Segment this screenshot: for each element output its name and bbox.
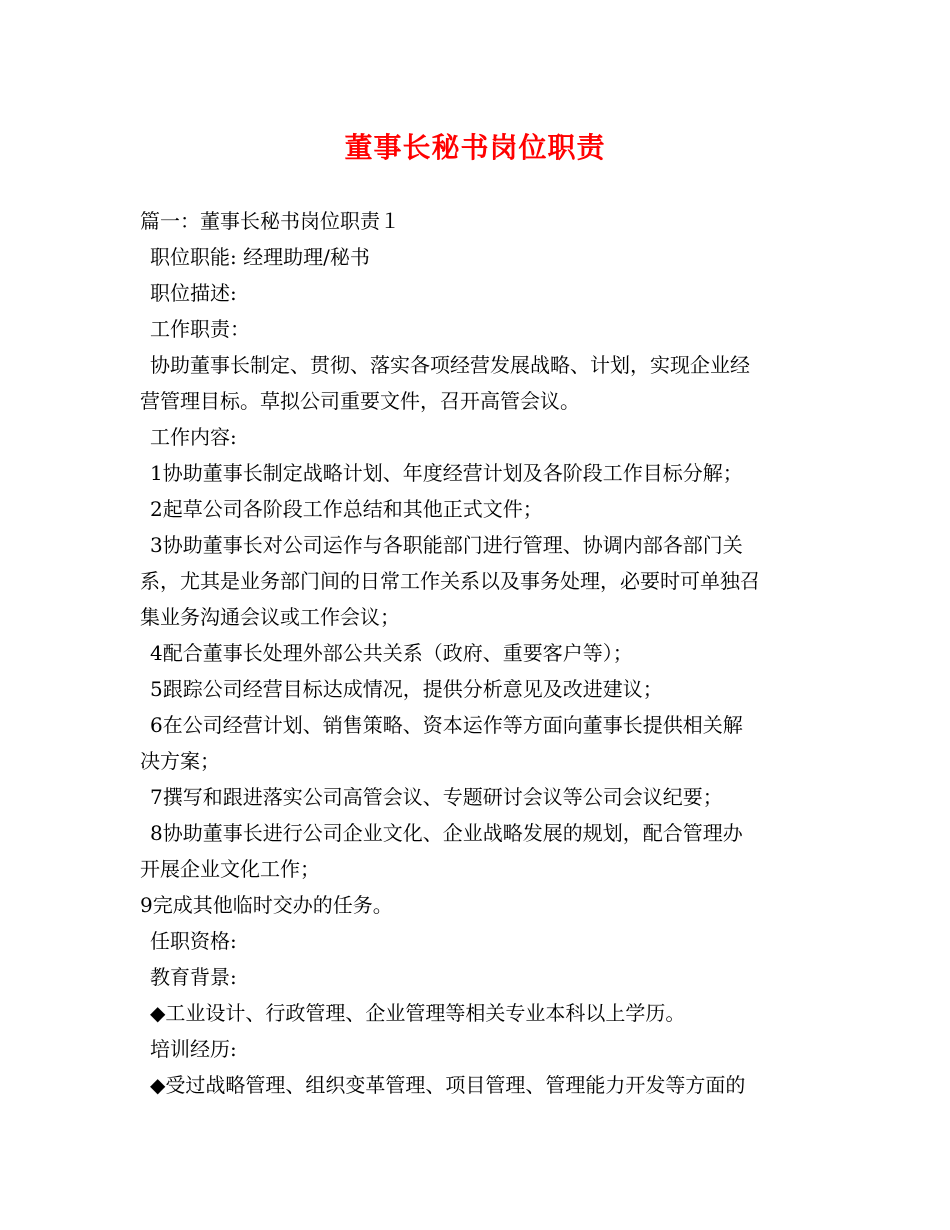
- text-line: 工作职责：: [150, 317, 250, 341]
- text-line: 职位描述:: [150, 281, 237, 305]
- text-line: 1协助董事长制定战略计划、年度经营计划及各阶段工作目标分解；: [150, 461, 743, 485]
- text-line: 5跟踪公司经营目标达成情况，提供分析意见及改进建议；: [150, 677, 663, 701]
- text-line: 决方案；: [140, 749, 220, 773]
- text-line: ◆受过战略管理、组织变革管理、项目管理、管理能力开发等方面的: [150, 1073, 746, 1097]
- text-line: 集业务沟通会议或工作会议；: [140, 605, 400, 629]
- document-body: [140, 203, 820, 1103]
- text-line: 教育背景:: [150, 965, 237, 989]
- text-line: 8协助董事长进行公司企业文化、企业战略发展的规划，配合管理办: [150, 821, 743, 845]
- text-line: 工作内容:: [150, 425, 237, 449]
- text-line: 协助董事长制定、贯彻、落实各项经营发展战略、计划，实现企业经: [150, 353, 750, 377]
- text-line: 2起草公司各阶段工作总结和其他正式文件；: [150, 497, 543, 521]
- text-line: 系，尤其是业务部门间的日常工作关系以及事务处理，必要时可单独召: [140, 569, 760, 593]
- text-line: 培训经历:: [150, 1037, 237, 1061]
- text-line: 6在公司经营计划、销售策略、资本运作等方面向董事长提供相关解: [150, 713, 743, 737]
- text-line: 9完成其他临时交办的任务。: [140, 893, 393, 917]
- text-line: 营管理目标。草拟公司重要文件，召开高管会议。: [140, 389, 580, 413]
- text-line: 职位职能: 经理助理/秘书: [150, 245, 370, 269]
- text-line: ◆工业设计、行政管理、企业管理等相关专业本科以上学历。: [150, 1001, 686, 1025]
- text-line: 开展企业文化工作；: [140, 857, 320, 881]
- document-title: 董事长秘书岗位职责: [344, 131, 606, 164]
- text-line: 7撰写和跟进落实公司高管会议、专题研讨会议等公司会议纪要；: [150, 785, 723, 809]
- text-line: 4配合董事长处理外部公共关系（政府、重要客户等）；: [150, 641, 633, 665]
- text-line: 任职资格:: [150, 929, 237, 953]
- text-line: 3协助董事长对公司运作与各职能部门进行管理、协调内部各部门关: [150, 533, 743, 557]
- text-line: 篇一：董事长秘书岗位职责１: [140, 209, 400, 233]
